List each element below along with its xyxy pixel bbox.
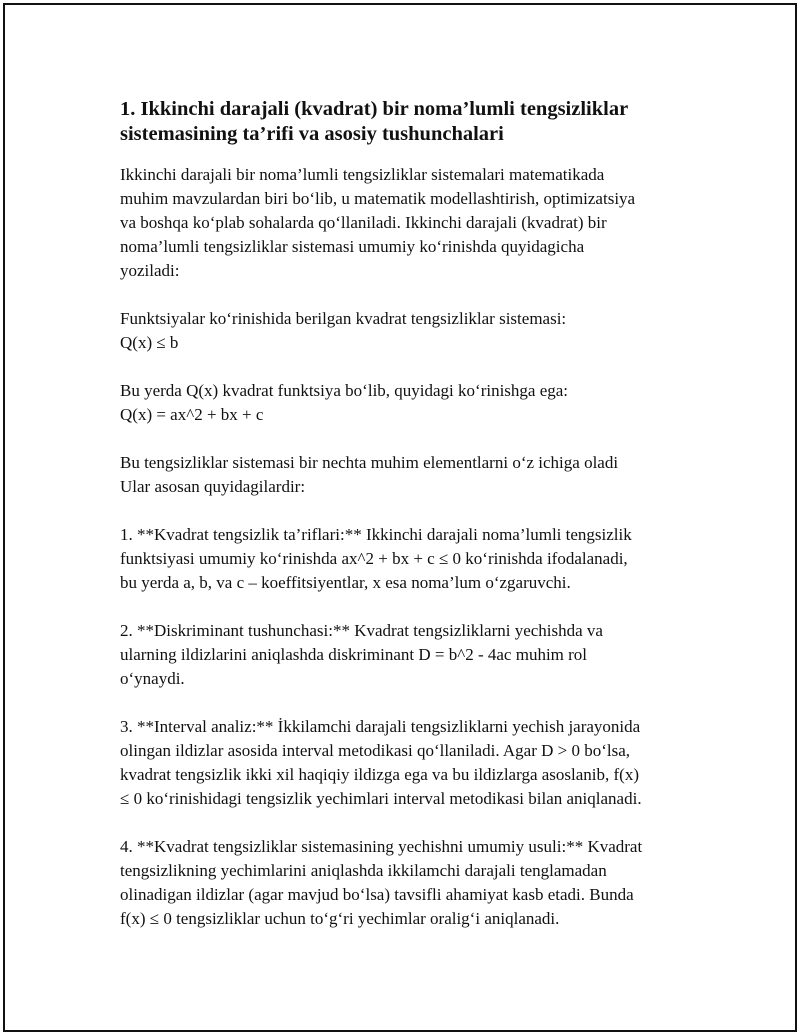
text-line: olingan ildizlar asosida interval metodikasi qo‘llaniladi. Agar D > 0 bo‘lsa, <box>120 741 631 760</box>
quadratic-function-paragraph <box>120 379 700 427</box>
text-line: ≤ 0 ko‘rinishidagi tengsizlik yechimlari interval metodikasi bilan aniqlanadi. <box>120 789 642 808</box>
text-line: tengsizlikning yechimlarini aniqlashda ikkilamchi darajali tenglamadan <box>120 861 607 880</box>
text-line: kvadrat tengsizlik ikki xil haqiqiy ildizga ega va bu ildizlarga asoslanib, f(x) <box>120 765 639 784</box>
text-line: Bu yerda Q(x) kvadrat funktsiya bo‘lib, quyidagi ko‘rinishga ega: <box>120 381 569 400</box>
list-item-discriminant <box>120 619 700 691</box>
body-text <box>120 163 700 931</box>
text-line: o‘ynaydi. <box>120 669 185 688</box>
text-line: noma’lumli tengsizliklar sistemasi umumiy ko‘rinishda quyidagicha <box>120 237 585 256</box>
text-line: Funktsiyalar ko‘rinishida berilgan kvadrat tengsizliklar sistemasi: <box>120 309 567 328</box>
intro-paragraph <box>120 163 700 283</box>
text-line: Bu tengsizliklar sistemasi bir nechta muhim elementlarni o‘z ichiga oladi <box>120 453 619 472</box>
text-line: funktsiyasi umumiy ko‘rinishda ax^2 + bx + c ≤ 0 ko‘rinishda ifodalanadi, <box>120 549 628 568</box>
text-line: 1. **Kvadrat tengsizlik ta’riflari:** Ikkinchi darajali noma’lumli tengsizlik <box>120 525 632 544</box>
text-line: 4. **Kvadrat tengsizliklar sistemasining yechishni umumiy usuli:** Kvadrat <box>120 837 643 856</box>
formula-line: Q(x) = ax^2 + bx + c <box>120 405 264 424</box>
list-item-definitions <box>120 523 700 595</box>
text-line: 2. **Diskriminant tushunchasi:** Kvadrat tengsizliklarni yechishda va <box>120 621 603 640</box>
text-line: bu yerda a, b, va c – koeffitsiyentlar, x esa noma’lum o‘zgaruvchi. <box>120 573 571 592</box>
page-frame <box>3 3 797 1032</box>
list-item-interval-analysis <box>120 715 700 811</box>
text-line: f(x) ≤ 0 tengsizliklar uchun to‘g‘ri yechimlar oralig‘i aniqlanadi. <box>120 909 560 928</box>
text-line: muhim mavzulardan biri bo‘lib, u matematik modellashtirish, optimizatsiya <box>120 189 636 208</box>
system-definition-paragraph <box>120 307 700 355</box>
section-title <box>120 97 700 147</box>
text-line: Ular asosan quyidagilardir: <box>120 477 306 496</box>
document-content <box>120 97 700 955</box>
text-line: ularning ildizlarini aniqlashda diskriminant D = b^2 - 4ac muhim rol <box>120 645 588 664</box>
text-line: va boshqa ko‘plab sohalarda qo‘llaniladi. Ikkinchi darajali (kvadrat) bir <box>120 213 607 232</box>
title-line: 1. Ikkinchi darajali (kvadrat) bir noma’lumli tengsizliklar <box>120 98 629 120</box>
text-line: Ikkinchi darajali bir noma’lumli tengsizliklar sistemalari matematikada <box>120 165 605 184</box>
elements-intro-paragraph <box>120 451 700 499</box>
title-line: sistemasining ta’rifi va asosiy tushunchalari <box>120 123 504 145</box>
text-line: olinadigan ildizlar (agar mavjud bo‘lsa) tavsifli ahamiyat kasb etadi. Bunda <box>120 885 634 904</box>
text-line: 3. **Interval analiz:** İkkilamchi darajali tengsizliklarni yechish jarayonida <box>120 717 641 736</box>
list-item-general-method <box>120 835 700 931</box>
formula-line: Q(x) ≤ b <box>120 333 179 352</box>
text-line: yoziladi: <box>120 261 180 280</box>
